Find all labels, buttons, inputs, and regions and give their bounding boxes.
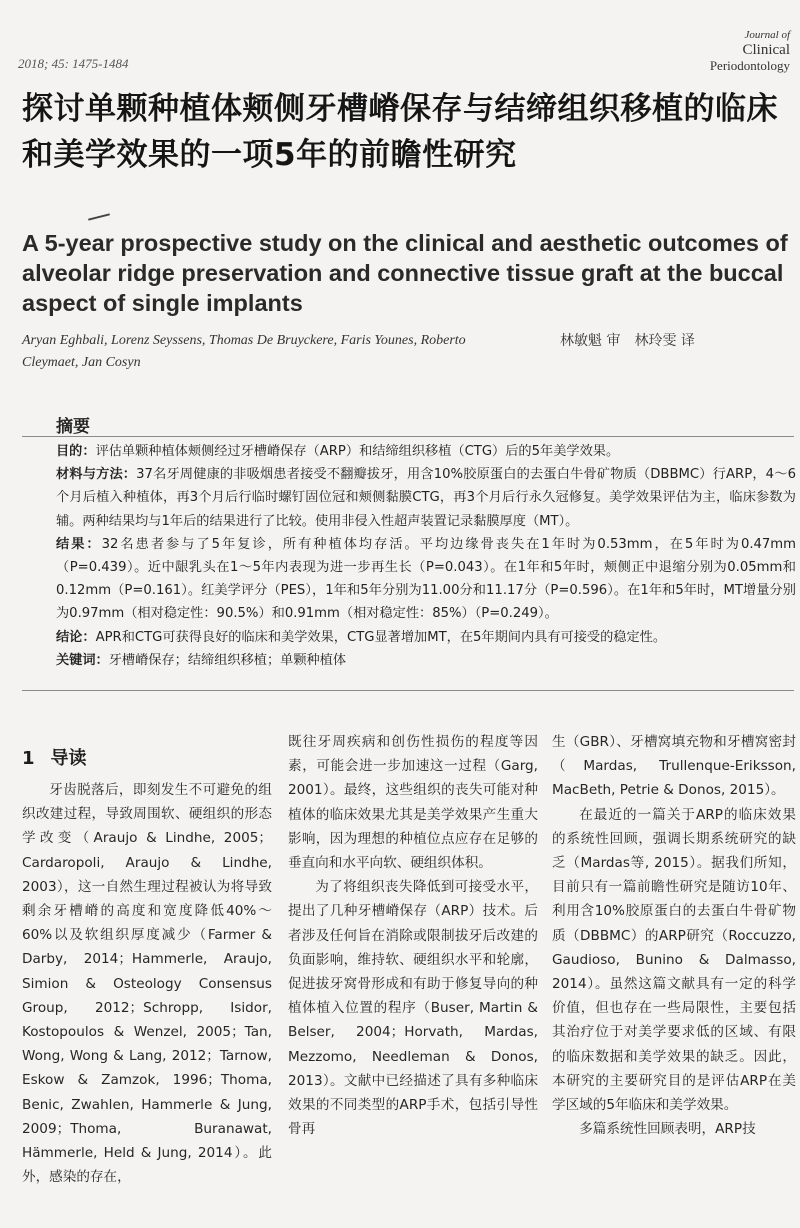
results-label: 结果： (56, 536, 102, 552)
pen-mark (88, 213, 110, 220)
abstract-heading: 摘要 (56, 417, 90, 437)
section-title: 导读 (50, 748, 87, 769)
paragraph: 在最近的一篇关于ARP的临床效果的系统性回顾，强调长期系统研究的缺乏（Mardas等, 2015）。据我们所知，目前只有一篇前瞻性研究是随访10年、利用含10%胶原蛋白的去蛋白牛骨矿物质（DBBMC）的ARP研究（Roccuzzo, Gaudioso, Bunino & Dalmasso, 2014）。虽然这篇文献具有一定的科学价值，但也存在一些局限性，主要包括其治疗位于对美学要求低的区域、有限的临床数据和美学效果的缺乏。因此，本研究的主要研究目的是评估ARP在美学区域的5年临床和美学效果。 (552, 806, 796, 1114)
body-column-3 (552, 730, 796, 1141)
journal-logo (640, 26, 790, 72)
abstract-bottom-rule (22, 690, 794, 691)
citation: 2018; 45: 1475-1484 (18, 56, 129, 71)
objective-label: 目的： (56, 444, 96, 459)
methods-label: 材料与方法： (56, 467, 137, 483)
paragraph: 为了将组织丧失降低到可接受水平，提出了几种牙槽嵴保存（ARP）技术。后者涉及任何旨在消除或限制拔牙后改建的负面影响，维持软、硬组织水平和轮廓，促进拔牙窝骨形成和有助于修复导向的种植体植入位置的程序（Buser, Martin & Belser, 2004；Horvath, Mardas, Mezzomo, Needleman & Donos, 2013）。文献中已经描述了具有多种临床效果的不同类型的ARP手术，包括引导性骨再 (288, 879, 538, 1138)
objective-text: 评估单颗种植体颊侧经过牙槽嵴保存（ARP）和结缔组织移植（CTG）后的5年美学效果。 (95, 444, 620, 459)
conclusion-label: 结论： (56, 629, 96, 645)
abstract-methods (56, 463, 796, 533)
authors: Aryan Eghbali, Lorenz Seyssens, Thomas De Bruyckere, Faris Younes, Roberto Cleymaet, Jan Cosyn (22, 333, 466, 370)
paragraph: 多篇系统性回顾表明，ARP技 (579, 1121, 756, 1138)
section-heading (22, 744, 87, 770)
paragraph: 既往牙周疾病和创伤性损伤的程度等因素，可能会进一步加速这一过程（Garg, 2001）。最终，这些组织的丧失可能对种植体的临床效果尤其是美学效果产生重大影响，因为理想的种植位点应存在足够的垂直向和水平向软、硬组织体积。 (288, 734, 538, 872)
abstract-top-rule (22, 436, 794, 437)
translator-credits: 林敏魁 审 林玲雯 译 (560, 333, 695, 349)
section-number: 1 (22, 748, 35, 769)
abstract-keywords (56, 649, 796, 672)
keywords-text: 牙槽嵴保存；结缔组织移植；单颗种植体 (108, 652, 347, 668)
conclusion-text: APR和CTG可获得良好的临床和美学效果，CTG显著增加MT，在5年期间内具有可接受的稳定性。 (95, 629, 667, 645)
body-column-2 (288, 730, 538, 1141)
paragraph: 牙齿脱落后，即刻发生不可避免的组织改建过程，导致周围软、硬组织的形态学改变（Araujo & Lindhe, 2005；Cardaropoli, Araujo & Lindhe, 2003），这一自然生理过程被认为将导致剩余牙槽嵴的高度和宽度降低40%～60%以及软组织厚度减少（Farmer & Darby, 2014；Hammerle, Araujo, Simion & Osteology Consensus Group, 2012；Schropp, Isidor, Kostopoulos & Wenzel, 2005；Tan, Wong, Wong & Lang, 2012；Tarnow, Eskow & Zamzok, 1996；Thoma, Benic, Zwahlen, Hammerle & Jung, 2009；Thoma, Buranawat, Hämmerle, Held & Jung, 2014）。此外，感染的存在， (22, 782, 272, 1186)
title-chinese: 探讨单颗种植体颊侧牙槽嵴保存与结缔组织移植的临床和美学效果的一项5年的前瞻性研究 (22, 91, 778, 173)
abstract-body (56, 440, 796, 672)
results-text: 32名患者参与了5年复诊，所有种植体均存活。平均边缘骨丧失在1年时为0.53mm，在5年时为0.47mm（P=0.439）。近中龈乳头在1～5年内表现为进一步再生长（P=0.043）。在1年和5年时，颊侧正中退缩分别为0.05mm和0.12mm（P=0.161）。红美学评分（PES），1年和5年分别为11.00分和11.17分（P=0.596）。在1年和5年时，MT增量分别为0.97mm（相对稳定性：90.5%）和0.91mm（相对稳定性：85%）（P=0.249）。 (56, 536, 797, 622)
abstract-conclusion (56, 626, 796, 649)
title-english: A 5-year prospective study on the clinical and aesthetic outcomes of alveolar ridge preservation and connective tissue graft at the buccal aspect of single implants (22, 230, 788, 316)
abstract-objective (56, 440, 796, 463)
journal-logo-line1: Journal of (744, 29, 790, 41)
abstract-results (56, 533, 796, 626)
journal-logo-line3: Periodontology (709, 57, 790, 73)
journal-logo-line2: Clinical (742, 41, 790, 58)
methods-text: 37名牙周健康的非吸烟患者接受不翻瓣拔牙，用含10%胶原蛋白的去蛋白牛骨矿物质（DBBMC）行ARP，4～6个月后植入种植体，再3个月后行临时螺钉固位冠和颊侧黏膜CTG，再3个月后行永久冠修复。美学效果评估为主，临床参数为辅。两种结果均与1年后的结果进行了比较。使用非侵入性超声装置记录黏膜厚度（MT）。 (56, 467, 796, 529)
keywords-label: 关键词： (56, 652, 109, 668)
paragraph: 生（GBR）、牙槽窝填充物和牙槽窝密封（Mardas, Trullenque-Eriksson, MacBeth, Petrie & Donos, 2015）。 (552, 734, 796, 799)
body-column-1 (22, 778, 272, 1189)
